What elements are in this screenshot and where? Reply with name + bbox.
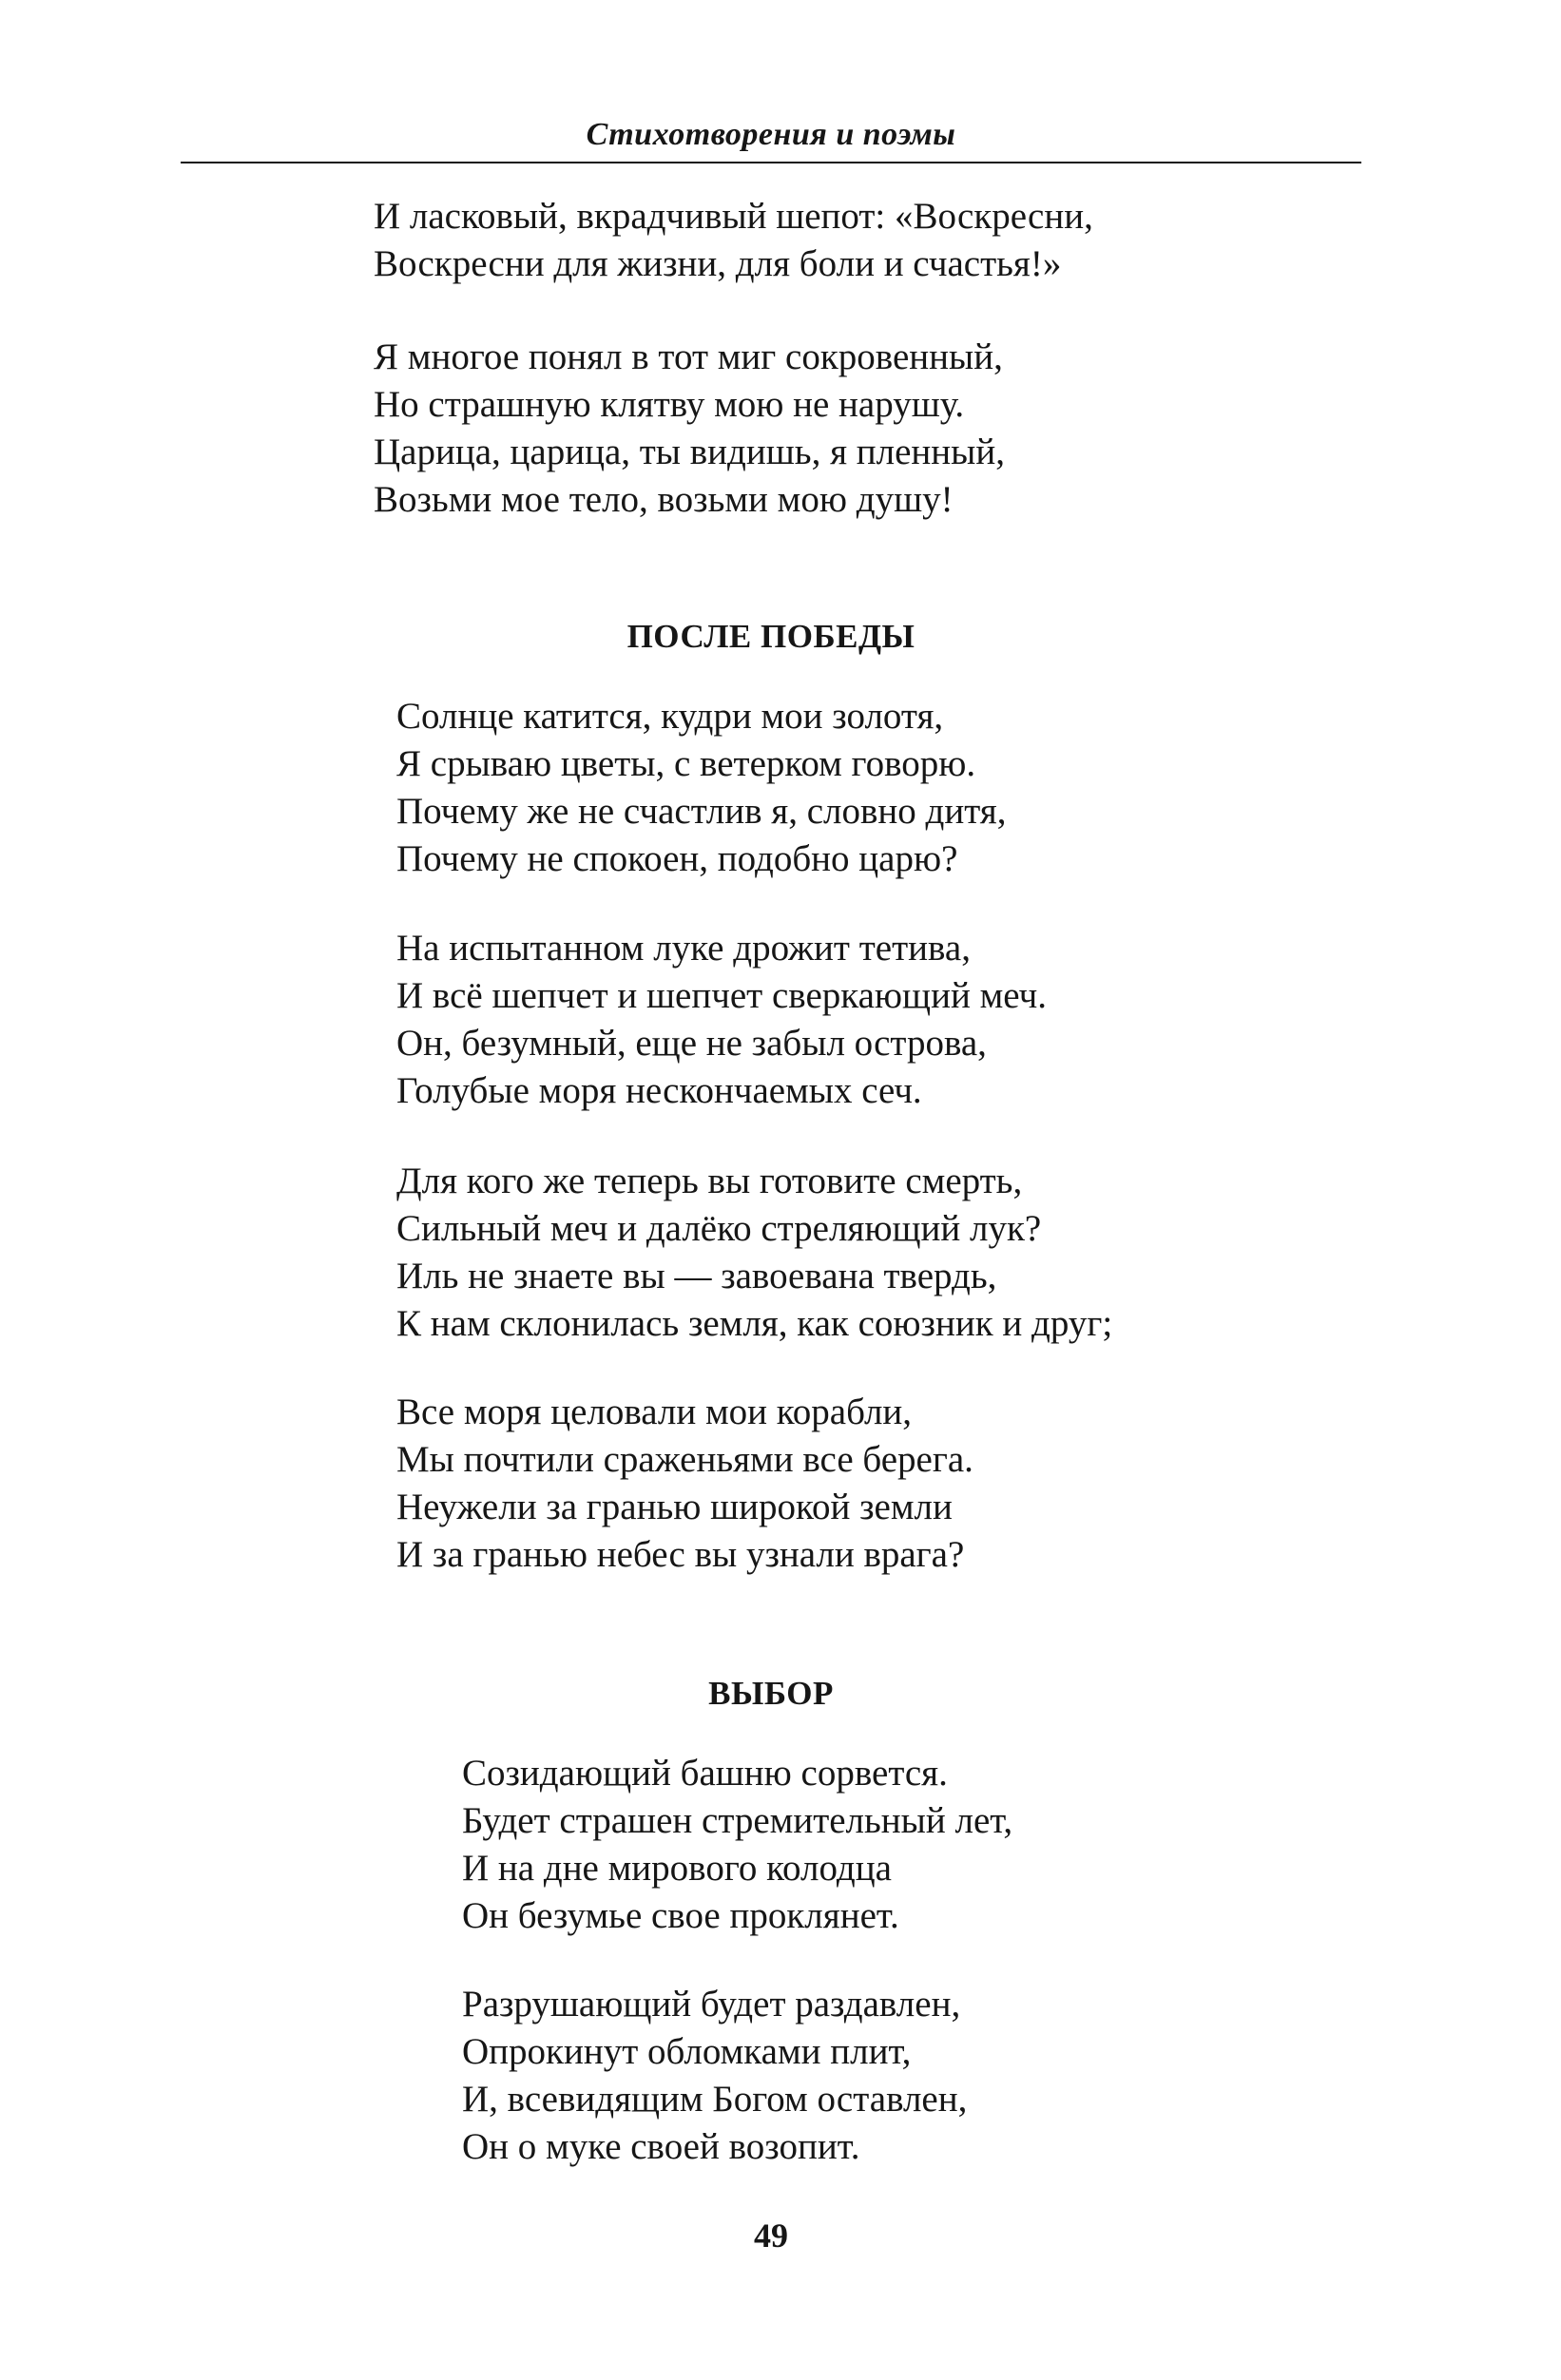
- verse-line: И, всевидящим Богом оставлен,: [462, 2079, 968, 2120]
- verse-line: Солнце катится, кудри мои золотя,: [396, 696, 944, 737]
- verse-line: Будет страшен стремительный лет,: [462, 1800, 1013, 1841]
- verse-line: Неужели за гранью широкой земли: [396, 1487, 953, 1527]
- verse-line: Опрокинут обломками плит,: [462, 2031, 912, 2072]
- verse-line: Возьми мое тело, возьми мою душу!: [374, 479, 954, 520]
- verse-line: Для кого же теперь вы готовите смерть,: [396, 1161, 1023, 1201]
- verse-line: Разрушающий будет раздавлен,: [462, 1984, 961, 2025]
- verse-line: Почему не спокоен, подобно царю?: [396, 838, 958, 879]
- verse-line: Созидающий башню сорвется.: [462, 1753, 948, 1794]
- verse-line: Мы почтили сраженьями все берега.: [396, 1439, 973, 1480]
- verse-line: Я многое понял в тот миг сокровенный,: [374, 336, 1003, 377]
- stanza: [396, 693, 1006, 883]
- verse-line: Я срываю цветы, с ветерком говорю.: [396, 743, 976, 784]
- poem-title: ВЫБОР: [708, 1675, 834, 1712]
- stanza: [396, 925, 1047, 1115]
- verse-line: И на дне мирового колодца: [462, 1848, 892, 1889]
- verse-line: Все моря целовали мои корабли,: [396, 1392, 913, 1432]
- verse-line: И ласковый, вкрадчивый шепот: «Воскресни,: [374, 196, 1093, 237]
- verse-line: И за гранью небес вы узнали врага?: [396, 1534, 965, 1575]
- verse-line: Воскресни для жизни, для боли и счастья!»: [374, 243, 1062, 284]
- verse-line: Голубые моря нескончаемых сеч.: [396, 1070, 922, 1111]
- verse-line: На испытанном луке дрожит тетива,: [396, 928, 971, 969]
- stanza: [374, 334, 1005, 524]
- stanza: [462, 1981, 967, 2171]
- stanza: [396, 1158, 1112, 1348]
- verse-line: И всё шепчет и шепчет сверкающий меч.: [396, 975, 1047, 1016]
- verse-line: Но страшную клятву мою не нарушу.: [374, 384, 965, 425]
- verse-line: Царица, царица, ты видишь, я пленный,: [374, 432, 1005, 472]
- verse-line: Иль не знаете вы — завоевана твердь,: [396, 1256, 997, 1296]
- verse-line: Он, безумный, еще не забыл острова,: [396, 1023, 987, 1064]
- verse-line: Он о муке своей возопит.: [462, 2126, 860, 2167]
- stanza: [462, 1750, 1012, 1940]
- running-head: Стихотворения и поэмы: [586, 117, 956, 152]
- verse-line: Сильный меч и далёко стреляющий лук?: [396, 1208, 1042, 1249]
- page-number: 49: [754, 2217, 788, 2255]
- verse-line: Почему же не счастлив я, словно дитя,: [396, 791, 1007, 832]
- verse-line: К нам склонилась земля, как союзник и друг;: [396, 1303, 1113, 1344]
- stanza: [396, 1389, 973, 1579]
- header-rule: [181, 162, 1361, 163]
- poem-title: ПОСЛЕ ПОБЕДЫ: [626, 618, 915, 655]
- verse-line: Он безумье свое проклянет.: [462, 1895, 899, 1936]
- stanza: [374, 193, 1093, 288]
